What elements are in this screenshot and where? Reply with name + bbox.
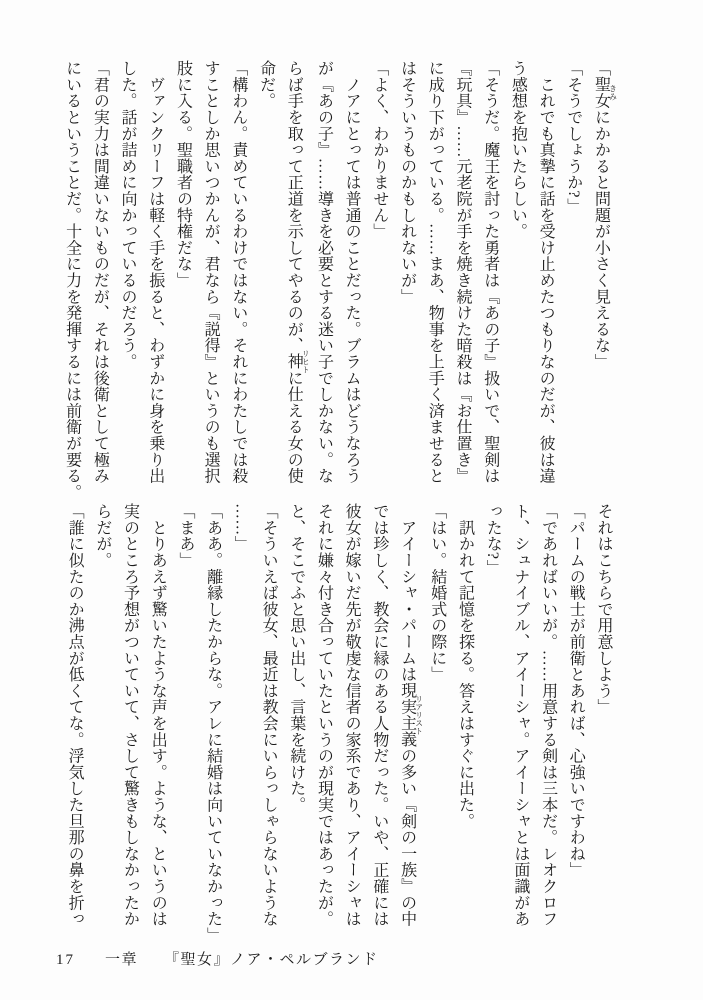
page-footer (56, 948, 379, 969)
text-line: はそういうものかもしれないが」 (398, 60, 416, 305)
text-line: ノアにとっては普通のことだった。ブラムはどうなろう (343, 60, 361, 484)
text-line: ト、シュナイブル、アイーシャ。アイーシャとは面識があ (511, 503, 529, 927)
text-line: 肢に入る。聖職者の特権だな」 (174, 60, 192, 289)
text-line: これでも真摯に話を受け止めたつもりなのだが、彼は違 (537, 60, 555, 484)
chapter-label: 一章 (105, 952, 139, 968)
text-line: 「聖女 きみにかかると問題が小さく見えるな」 (592, 60, 618, 370)
text-line: では珍しく、教会に縁のある人物だった。いや、正確には (370, 503, 388, 927)
text-line: らば手を取って正道を示してやるのが、神 リヒトに仕える女の使 (285, 60, 311, 484)
text-line: 「はい。結婚式の際に」 (428, 503, 446, 683)
text-line: に成り下がっている。……まあ、物事を上手く済ませると (426, 60, 444, 484)
text-line: 「そういえば彼女、最近は教会にいらっしゃらないような (260, 503, 278, 927)
text-line: した。話が詰めに向かっているのだろう。 (119, 60, 137, 370)
text-line: アイーシャ・パームは現実主義 リアリストの多い『剣の一族』の中 (398, 503, 424, 927)
text-line: とりあえず驚いたような声を出す。ような、というのは (149, 503, 167, 927)
text-line: と、そこでふと思い出し、言葉を続けた。 (287, 503, 305, 813)
text-line: にいるということだ。十全に力を発揮するには前衛が要る。 (63, 60, 81, 501)
top-text-block (58, 60, 618, 501)
text-line: 「誰に似たのか沸点が低くてな。浮気した旦那の鼻を折っ (66, 503, 84, 927)
text-line: 「であればいいが。……用意する剣は三本だ。レオクロフ (539, 503, 557, 927)
text-line: 『玩具』……元老院が手を焼き続けた暗殺は『お仕置き』 (453, 60, 471, 484)
text-line: う感想を抱いたらしい。 (509, 60, 527, 240)
text-line: 「構わん。責めているわけではない。それにわたしでは殺 (229, 60, 247, 484)
text-line: ったな?」 (484, 503, 502, 576)
text-line: ヴァンクリーフは軽く手を振ると、わずかに身を乗り出 (146, 60, 164, 484)
text-line: 「ああ。離縁したからな。アレに結婚は向いていなかった」 (204, 503, 222, 944)
text-line: 「よく、わかりません」 (370, 60, 388, 240)
text-line: 「まあ」 (176, 503, 194, 569)
text-line: 「君の実力は間違いないものだが、それは後衛として極み (91, 60, 109, 484)
text-line: 命だ。 (257, 60, 275, 109)
text-line: 「パームの戦士が前衛とあれば、心強いですわね」 (567, 503, 585, 878)
text-line: 実のところ予想がついていて、さして驚きもしなかったか (121, 503, 139, 927)
text-line: が『あの子』……導きを必要とする迷い子でしかない。な (315, 60, 333, 484)
text-line: 訊かれて記憶を探る。答えはすぐに出た。 (456, 503, 474, 829)
text-line: 「そうだ。魔王を討った勇者は『あの子』扱いで、聖剣は (481, 60, 499, 484)
text-line: 「そうでしょうか?」 (564, 60, 582, 215)
page-number: 17 (56, 952, 75, 968)
text-line: それに嫌々付き合っていたというのが現実ではあったが。 (315, 503, 333, 927)
text-line: 彼女が嫁いだ先が敬虔な信者の家系であり、アイーシャは (343, 503, 361, 927)
text-line: ……」 (232, 503, 250, 552)
bottom-text-block (60, 503, 617, 944)
text-line: らだが。 (93, 503, 111, 569)
text-line: それはこちらで用意しよう」 (595, 503, 612, 715)
chapter-title: 『聖女』ノア・ペルブランド (164, 952, 379, 968)
text-line: すことしか思いつかんが、君なら『説得』というのも選択 (202, 60, 220, 484)
